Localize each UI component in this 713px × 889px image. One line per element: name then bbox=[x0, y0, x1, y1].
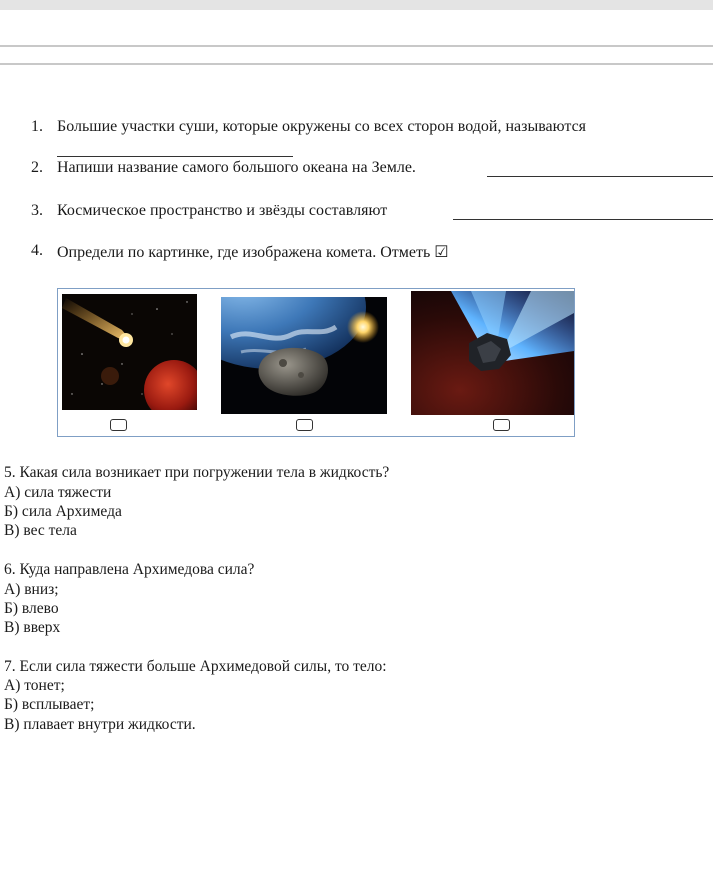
q6-option-a: А) вниз; bbox=[4, 581, 59, 598]
image-choice-panel bbox=[57, 288, 575, 437]
top-toolbar-strip bbox=[0, 0, 713, 10]
q7-option-c: В) плавает внутри жидкости. bbox=[4, 716, 196, 733]
question-text: Напиши название самого большого океана на Земле. bbox=[57, 159, 416, 176]
answer-checkbox[interactable] bbox=[296, 419, 313, 431]
answer-blank[interactable] bbox=[453, 205, 713, 220]
question-number: 4. bbox=[31, 242, 43, 259]
question-text: Большие участки суши, которые окружены со всех сторон водой, называются bbox=[57, 118, 587, 135]
q7-option-a: А) тонет; bbox=[4, 677, 65, 694]
question-number: 3. bbox=[31, 202, 43, 219]
answer-blank[interactable] bbox=[487, 162, 713, 177]
question-7-text: 7. Если сила тяжести больше Архимедовой силы, то тело: bbox=[4, 658, 387, 675]
divider-line bbox=[0, 45, 713, 47]
divider-line bbox=[0, 63, 713, 65]
asteroid-near-earth-picture bbox=[221, 297, 387, 414]
q7-option-b: Б) всплывает; bbox=[4, 696, 95, 713]
question-number: 2. bbox=[31, 159, 43, 176]
q5-option-a: А) сила тяжести bbox=[4, 484, 112, 501]
question-5-text: 5. Какая сила возникает при погружении тела в жидкость? bbox=[4, 464, 390, 481]
answer-checkbox[interactable] bbox=[493, 419, 510, 431]
comet-and-red-planet-picture bbox=[62, 294, 197, 410]
question-6-text: 6. Куда направлена Архимедова сила? bbox=[4, 561, 255, 578]
q5-option-b: Б) сила Архимеда bbox=[4, 503, 122, 520]
meteor-blue-streak-picture bbox=[411, 291, 574, 415]
answer-blank[interactable] bbox=[57, 142, 293, 157]
question-text: Космическое пространство и звёзды составляют bbox=[57, 202, 388, 219]
question-number: 1. bbox=[31, 118, 43, 135]
q6-option-b: Б) влево bbox=[4, 600, 59, 617]
q5-option-c: В) вес тела bbox=[4, 522, 77, 539]
answer-checkbox[interactable] bbox=[110, 419, 127, 431]
question-text: Определи по картинке, где изображена комета. Отметь ☑ bbox=[57, 244, 449, 261]
q6-option-c: В) вверх bbox=[4, 619, 61, 636]
